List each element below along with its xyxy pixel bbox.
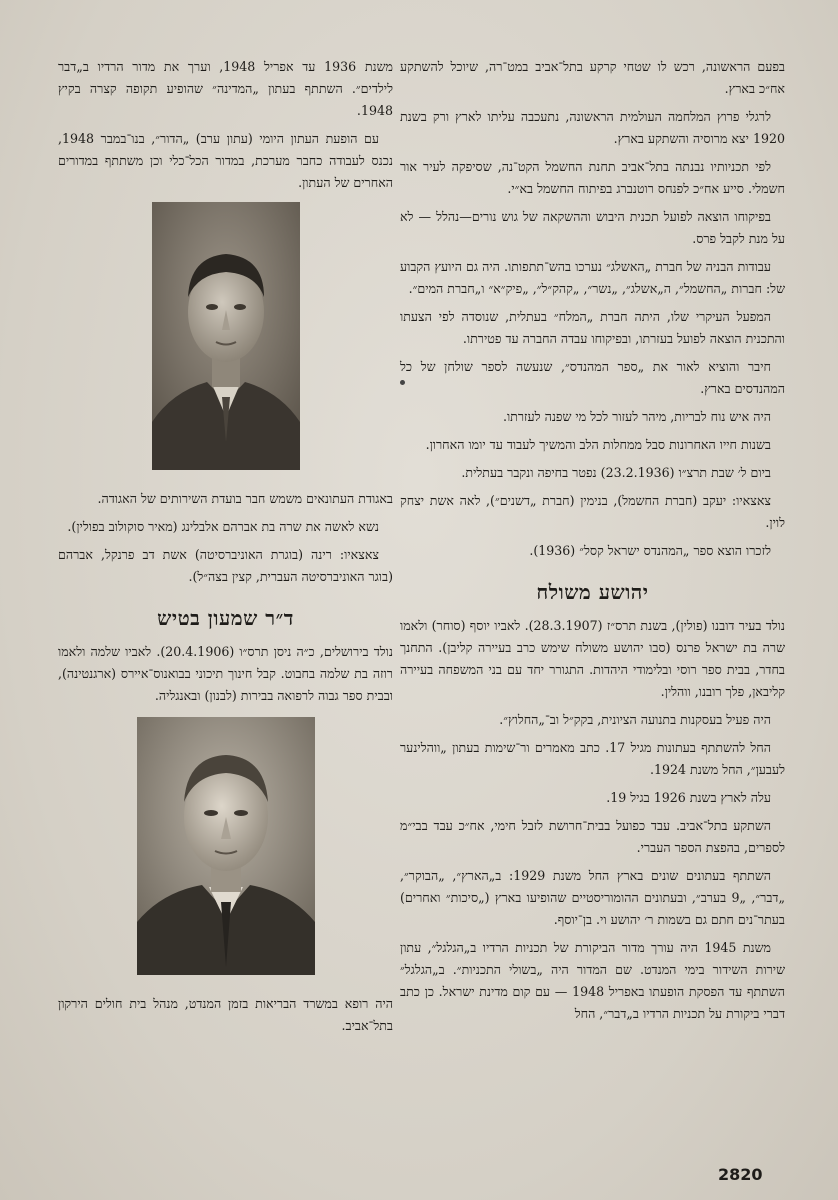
paragraph: נולד בירושלים, כ״ה ניסן תרס״ו (20.4.1906). לאביו שלמה ולאמו רוזה בת שלמה בחבוט. קבל חינוך תיכוני בבואנוס־איירס (ארגנטינה), ובבית ספר גבוה לרפואה בבירות (לבנון) ובאנגליה. (58, 644, 393, 703)
paragraph: משנת 1945 היה עורך מדור הביקורת של תכניות הרדיו ב„הגלגל״, עתון שירות השידור בימי המנדט. שם המדור היה „בשולי התכניות״. ב„הגלגל״ השתתף עד הפסקת הופעתו באפריל 1948 — עם קום מדינת ישראל. כן כתב דברי ביקורת על תכניות הרדיו ב„דבר״, החל (400, 940, 785, 1021)
paragraph: החל להשתתף בעתונות מגיל 17. כתב מאמרים ור־שימות בעתון „ווהלינער לעבען״, החל משנת 1924. (400, 740, 785, 777)
paragraph: צאצאיו: רינה (בוגרת האוניברסיטה) אשת דב פרנקל, אברהם (בוגר האוניברסיטה העברית, קצין בצה״ל). (58, 547, 393, 584)
paragraph: נשא לאשה את שרה בת אברהם אלבלינג (מאיר סוקולוב בפולין). (67, 519, 379, 534)
paragraph: השתקע בתל־אביב. עבד כפועל בבית־חרושת לזבל חימי, אח״כ עבד בבי״מ לספרים, בהפצת הספר העברי. (400, 818, 785, 855)
right-column (400, 56, 785, 1031)
paragraph: עבודות הבניה של חברת „האשלג״ נערכו בהש־תתפותו. היה גם היועץ הקבוע של: חברות „החשמל״, ה„אשלג״, „נשר״, „קהק״ל״, „פיק״א״ ו„חברת המים״. (400, 259, 785, 296)
paragraph: חיבר והוציא לאור את „ספר המהנדס״, שנעשה לספר שולחן של כל המהנדסים בארץ. (400, 359, 785, 396)
portrait-photo-meshulach (152, 202, 300, 470)
paragraph: באגודת העתונאים משמש חבר בועדת השירותים של האגודה. (97, 491, 393, 506)
paragraph: בפעם הראשונה, רכש לו שטחי קרקע בתל־אביב במט־רה, שיוכל להשתקע אח״כ בארץ. (400, 59, 785, 96)
portrait-photo-batish (137, 717, 315, 975)
section-title-batish: ד״ר שמעון בטיש (157, 606, 294, 630)
paragraph: לזכרו הוצא ספר „המהנדס ישראל קסל״ (1936). (529, 543, 771, 558)
paragraph: בפיקוחו הוצאה לפועל תכנית היבוש וההשקאה של גוש נורים—נהלל — לא על מנת לקבל פרס. (400, 209, 785, 246)
paragraph: ביום ל׳ שבת תרצ״ו (23.2.1936) נפטר בחיפה ונקבר בעתלית. (461, 465, 771, 480)
paragraph: עלה לארץ בשנת 1926 בגיל 19. (606, 790, 771, 805)
paragraph: צאצאיו: יעקב (חברת החשמל), בנימין (חברת „דשנים״), לאה אשת יצחק לוין. (400, 493, 785, 530)
paragraph: נולד בעיר דובנו (פולין), בשנת תרס״ז (28.3.1907). לאביו יוסף (סוחר) ולאמו שרה בת ישראל פרנס (סבו יהושע משולח שימש כרב בעיירה קליבן). התחנך בחדר, בבית ספר רוסי ובלימודי היהדות. התגורר יחד עם בני המשפחה בעיירה קליבאן, פלך רובנו, ווהלין. (400, 618, 785, 699)
paragraph: משנת 1936 עד אפריל 1948, וערך את מדור הרדיו ב„דבר לילדים״. השתתף בעתון „המדינה״ שהופיע תקופה קצרה בקיץ 1948. (58, 59, 393, 118)
paragraph: לפי תכניותיו נבנתה בתל־אביב תחנת החשמל הקט־נה, שסיפקה לעיר אור חשמלי. סייע אח״כ לפנחס רוטנברג בפיתוח החשמל בא״י. (400, 159, 785, 196)
left-column (58, 56, 393, 1043)
paragraph: היה פעיל בעסקנות בתנועה הציונית, בקק״ל וב־„החלוץ״. (499, 712, 771, 727)
paragraph: עם הופעת העתון היומי (עתון ערב) „הדור״, בנו־במבר 1948, נכנס לעבודה כחבר מערכת, במדור הכל־כלי וכן משתתף במדורים האחרים של העתון. (58, 131, 393, 190)
paragraph: בשנות חייו האחרונות סבל ממחלות הלב והמשיך לעבוד עד יומו האחרון. (425, 437, 771, 452)
paragraph: לרגלי פרוץ המלחמה העולמית הראשונה, נתעכבה עליתו לארץ ורק בשנת 1920 יצא מרוסיה והשתקע בארץ. (400, 109, 785, 146)
page-number: 2820 (718, 1165, 763, 1184)
paragraph: היה איש נוח לבריות, מיהר לעזור לכל מי שפנה לעזרתו. (502, 409, 771, 424)
paragraph: המפעל העיקרי שלו, היתה חברת „המלח״ בעתלית, שנוסדה לפי הצעתו והתכנית הוצאה לפועל בעזרתו, ובפיקוחו עבדה החברה עד פטירתו. (400, 309, 785, 346)
section-title-meshulach: יהושע משולח (536, 580, 649, 604)
paragraph: היה רופא במשרד הבריאות בזמן המנדט, מנהל בית חולים הירקון בתל־אביב. (58, 996, 393, 1033)
paragraph: השתתף בעתונים שונים בארץ החל משנת 1929: ב„הארץ״, „הבוקר״, „דבר״, „9 בערב״, ובעתונים ההומוריסטיים שהופיעו בארץ („סיכות״ ואחרים) בעתר־נים חתם גם בשמות ר׳ יהושע וי. בן־יוסף. (400, 868, 785, 927)
